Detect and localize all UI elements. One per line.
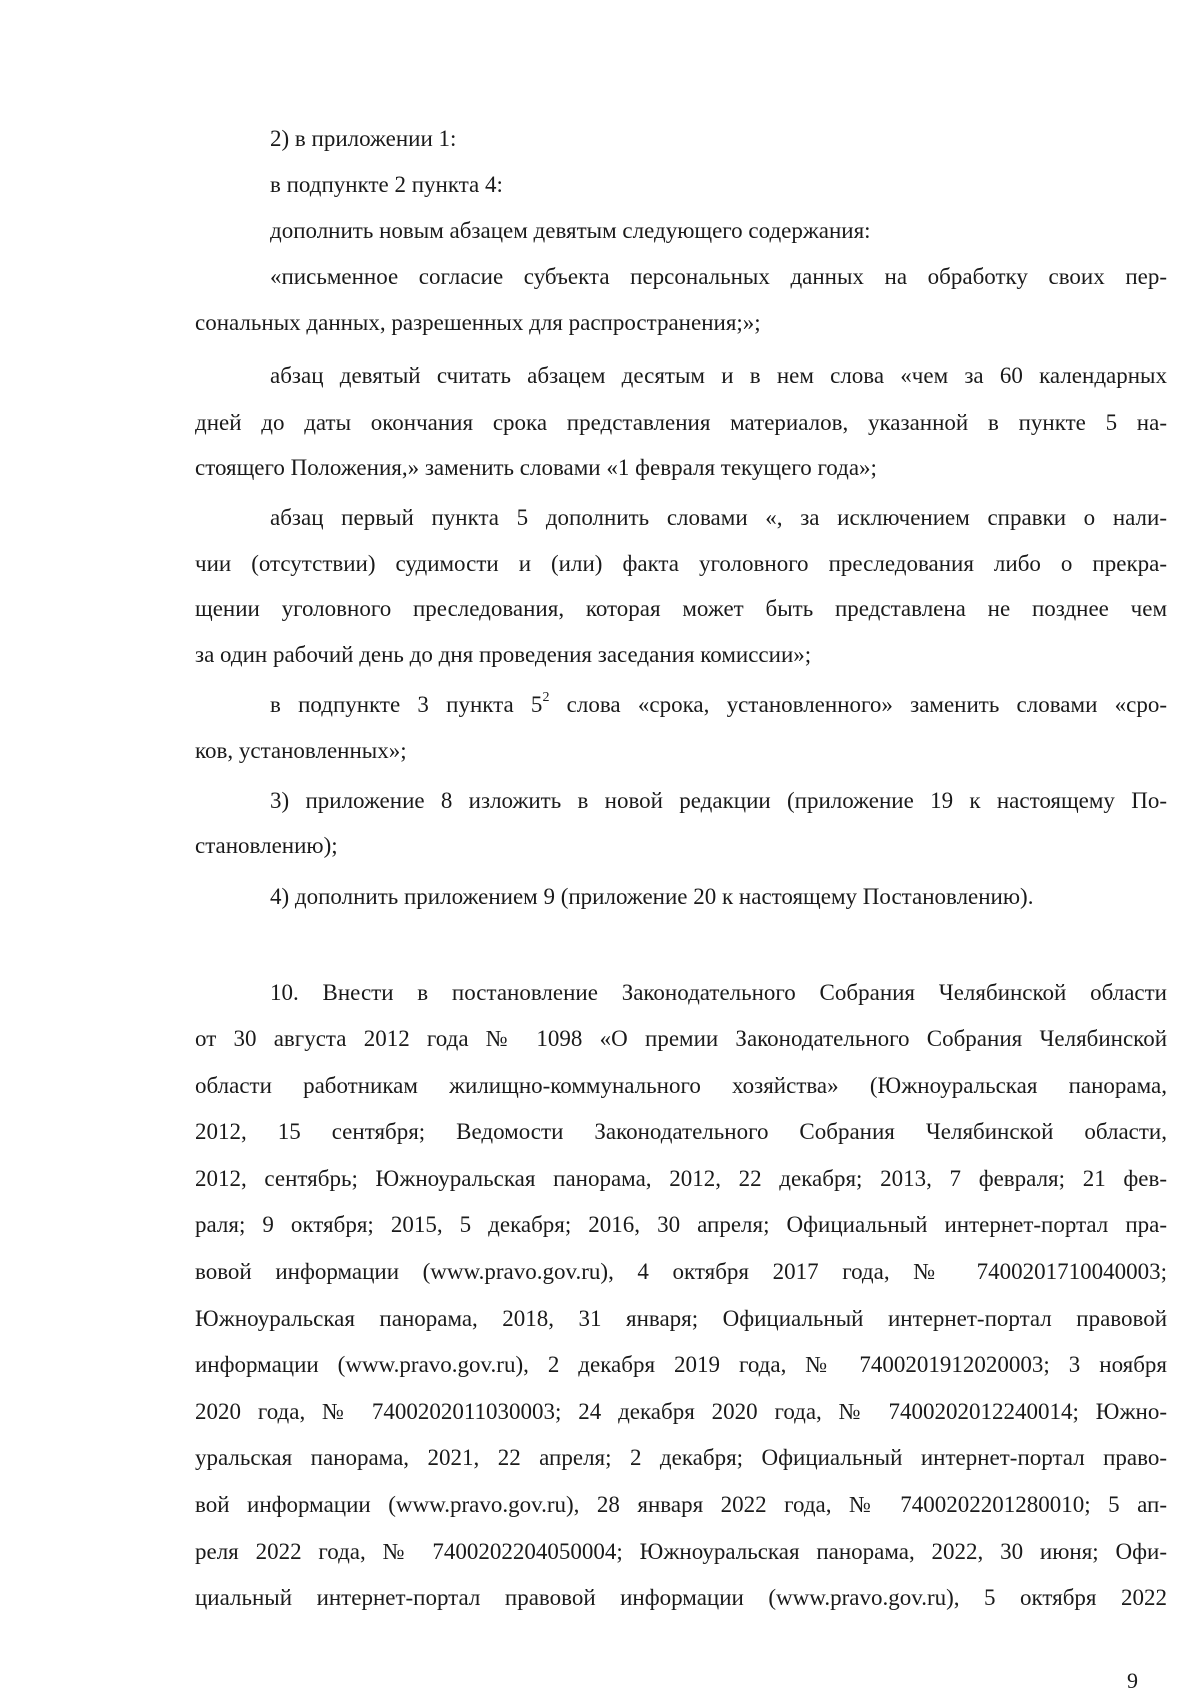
text-line: 3) приложение 8 изложить в новой редакции (приложение 19 к настоящему По-	[270, 788, 1167, 813]
text-line: становлению);	[195, 833, 338, 858]
text-line: вовой информации (www.pravo.gov.ru), 4 октября 2017 года, № 7400201710040003;	[195, 1259, 1167, 1284]
text-line: 2012, 15 сентября; Ведомости Законодательного Собрания Челябинской области,	[195, 1119, 1167, 1144]
text-line: стоящего Положения,» заменить словами «1 февраля текущего года»;	[195, 455, 877, 480]
text-segment: в подпункте 3 пункта 5	[270, 692, 543, 717]
text-line: дней до даты окончания срока представления материалов, указанной в пункте 5 на-	[195, 410, 1167, 435]
text-line: сональных данных, разрешенных для распространения;»;	[195, 310, 761, 335]
text-line: циальный интернет-портал правовой информации (www.pravo.gov.ru), 5 октября 2022	[195, 1585, 1167, 1610]
superscript: 2	[542, 690, 550, 706]
text-line: от 30 августа 2012 года № 1098 «О премии Законодательного Собрания Челябинской	[195, 1026, 1167, 1051]
text-line: области работникам жилищно-коммунального хозяйства» (Южноуральская панорама,	[195, 1073, 1167, 1098]
text-line: раля; 9 октября; 2015, 5 декабря; 2016, 30 апреля; Официальный интернет-портал пра-	[195, 1212, 1167, 1237]
text-line: 2012, сентябрь; Южноуральская панорама, 2012, 22 декабря; 2013, 7 февраля; 21 фев-	[195, 1166, 1167, 1191]
text-line: чии (отсутствии) судимости и (или) факта уголовного преследования либо о прекра-	[195, 551, 1167, 576]
text-line: вой информации (www.pravo.gov.ru), 28 января 2022 года, № 7400202201280010; 5 ап-	[195, 1492, 1167, 1517]
text-line: за один рабочий день до дня проведения заседания комиссии»;	[195, 642, 812, 667]
text-line: 2) в приложении 1:	[270, 126, 457, 151]
text-line: абзац первый пункта 5 дополнить словами «, за исключением справки о нали-	[270, 505, 1167, 530]
text-line: щении уголовного преследования, которая может быть представлена не позднее чем	[195, 596, 1167, 621]
page-number: 9	[1127, 1668, 1138, 1693]
text-line: 4) дополнить приложением 9 (приложение 20 к настоящему Постановлению).	[270, 884, 1034, 909]
text-line: «письменное согласие субъекта персональных данных на обработку своих пер-	[270, 264, 1167, 289]
text-line: реля 2022 года, № 7400202204050004; Южноуральская панорама, 2022, 30 июня; Офи-	[195, 1539, 1167, 1564]
text-line: информации (www.pravo.gov.ru), 2 декабря 2019 года, № 7400201912020003; 3 ноября	[195, 1352, 1167, 1377]
text-line: уральская панорама, 2021, 22 апреля; 2 декабря; Официальный интернет-портал право-	[195, 1445, 1167, 1470]
text-segment: слова «срока, установленного» заменить словами «сро-	[549, 692, 1167, 717]
text-line	[270, 690, 1167, 720]
text-line: в подпункте 2 пункта 4:	[270, 172, 503, 197]
text-line: дополнить новым абзацем девятым следующего содержания:	[270, 218, 871, 243]
text-line: абзац девятый считать абзацем десятым и в нем слова «чем за 60 календарных	[270, 363, 1167, 388]
text-line: 2020 года, № 7400202011030003; 24 декабря 2020 года, № 7400202012240014; Южно-	[195, 1399, 1167, 1424]
text-line: Южноуральская панорама, 2018, 31 января; Официальный интернет-портал правовой	[195, 1306, 1167, 1331]
text-line: 10. Внести в постановление Законодательного Собрания Челябинской области	[270, 980, 1167, 1005]
text-line: ков, установленных»;	[195, 738, 407, 763]
